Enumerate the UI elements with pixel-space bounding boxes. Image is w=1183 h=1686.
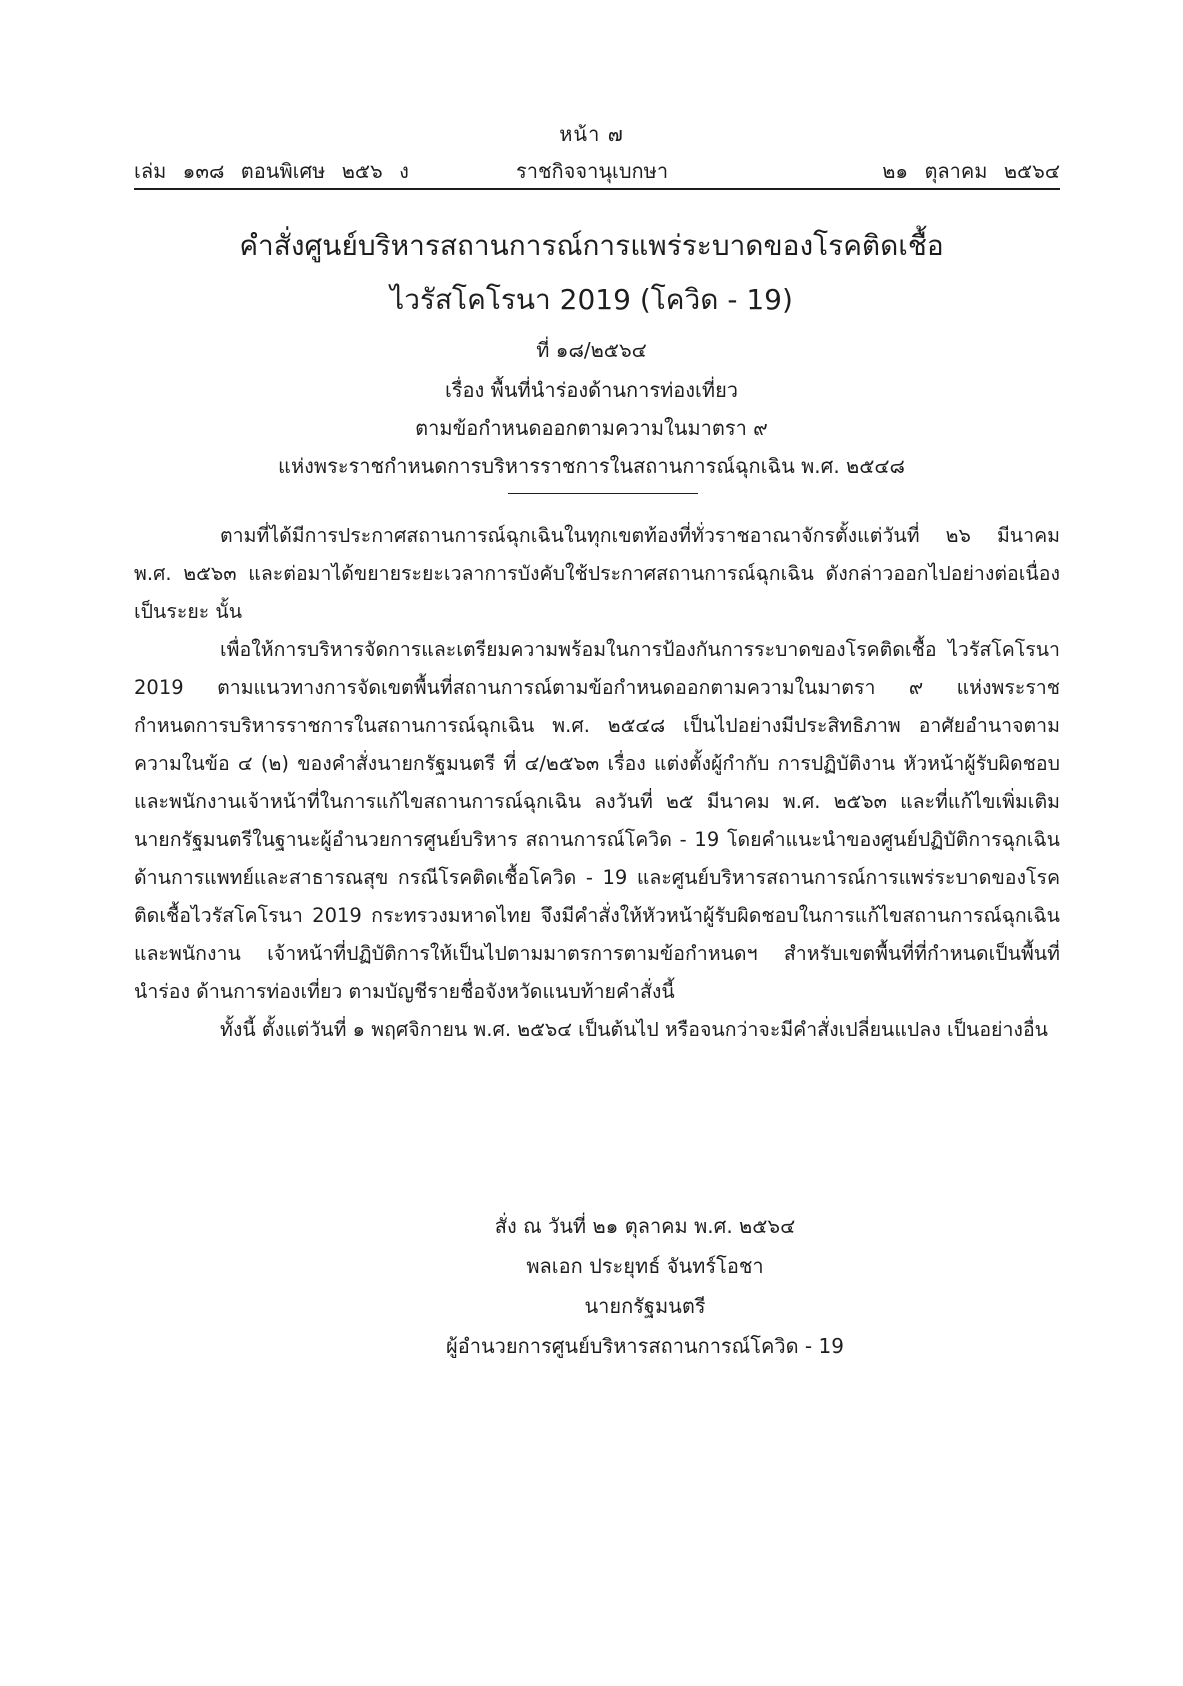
subject-line3: แห่งพระราชกำหนดการบริหารราชการในสถานการณ์ฉุกเฉิน พ.ศ. ๒๕๔๘	[278, 454, 905, 478]
gazette-header	[134, 155, 1060, 185]
subject-line1: เรื่อง พื้นที่นำร่องด้านการท่องเที่ยว	[444, 378, 739, 402]
gazette-name: ราชกิจจานุเบกษา	[516, 159, 669, 183]
document-title-line2: ไวรัสโคโรนา 2019 (โควิด - 19)	[390, 283, 793, 316]
header-divider	[134, 188, 1060, 190]
page-number: หน้า ๗	[559, 122, 624, 146]
title-divider	[508, 493, 698, 494]
signatory-position-1: นายกรัฐมนตรี	[584, 1294, 706, 1318]
body-paragraph-2: เพื่อให้การบริหารจัดการและเตรียมความพร้อมในการป้องกันการระบาดของโรคติดเชื้อ ไวรัสโคโรนา 2019 ตามแนวทางการจัดเขตพื้นที่สถานการณ์ตามข้อกำหนดออกตามความในมาตรา ๙ แห่งพระราชกำหนดการบริหารราชการในสถานการณ์ฉุกเฉิน พ.ศ. ๒๕๔๘ เป็นไปอย่างมีประสิทธิภาพ อาศัยอำนาจตามความในข้อ ๔ (๒) ของคำสั่งนายกรัฐมนตรี ที่ ๔/๒๕๖๓ เรื่อง แต่งตั้งผู้กำกับ การปฏิบัติงาน หัวหน้าผู้รับผิดชอบและพนักงานเจ้าหน้าที่ในการแก้ไขสถานการณ์ฉุกเฉิน ลงวันที่ ๒๕ มีนาคม พ.ศ. ๒๕๖๓ และที่แก้ไขเพิ่มเติม นายกรัฐมนตรีในฐานะผู้อำนวยการศูนย์บริหาร สถานการณ์โควิด - 19 โดยคำแนะนำของศูนย์ปฏิบัติการฉุกเฉินด้านการแพทย์และสาธารณสุข กรณีโรคติดเชื้อโควิด - 19 และศูนย์บริหารสถานการณ์การแพร่ระบาดของโรคติดเชื้อไวรัสโคโรนา 2019 กระทรวงมหาดไทย จึงมีคำสั่งให้หัวหน้าผู้รับผิดชอบในการแก้ไขสถานการณ์ฉุกเฉินและพนักงาน เจ้าหน้าที่ปฏิบัติการให้เป็นไปตามมาตรการตามข้อกำหนดฯ สำหรับเขตพื้นที่ที่กำหนดเป็นพื้นที่นำร่อง ด้านการท่องเที่ยว ตามบัญชีรายชื่อจังหวัดแนบท้ายคำสั่งนี้	[134, 638, 1060, 1003]
publication-date: ๒๑ ตุลาคม ๒๕๖๔	[882, 159, 1060, 183]
body-paragraph-1: ตามที่ได้มีการประกาศสถานการณ์ฉุกเฉินในทุกเขตท้องที่ทั่วราชอาณาจักรตั้งแต่วันที่ ๒๖ มีนาคม พ.ศ. ๒๕๖๓ และต่อมาได้ขยายระยะเวลาการบังคับใช้ประกาศสถานการณ์ฉุกเฉิน ดังกล่าวออกไปอย่างต่อเนื่องเป็นระยะ นั้น	[134, 524, 1060, 623]
order-number: ที่ ๑๘/๒๕๖๔	[536, 338, 647, 362]
signatory-position-2: ผู้อำนวยการศูนย์บริหารสถานการณ์โควิด - 19	[446, 1334, 844, 1358]
volume-info: เล่ม ๑๓๘ ตอนพิเศษ ๒๕๖ ง	[134, 159, 409, 183]
signing-date: สั่ง ณ วันที่ ๒๑ ตุลาคม พ.ศ. ๒๕๖๔	[494, 1214, 796, 1238]
signatory-name: พลเอก ประยุทธ์ จันทร์โอชา	[526, 1254, 764, 1278]
subject-line2: ตามข้อกำหนดออกตามความในมาตรา ๙	[415, 416, 768, 440]
body-paragraph-3: ทั้งนี้ ตั้งแต่วันที่ ๑ พฤศจิกายน พ.ศ. ๒๕๖๔ เป็นต้นไป หรือจนกว่าจะมีคำสั่งเปลี่ยนแปลง เป็นอย่างอื่น	[220, 1018, 1048, 1041]
document-title-line1: คำสั่งศูนย์บริหารสถานการณ์การแพร่ระบาดของโรคติดเชื้อ	[239, 229, 944, 262]
document-body	[134, 517, 1060, 1049]
